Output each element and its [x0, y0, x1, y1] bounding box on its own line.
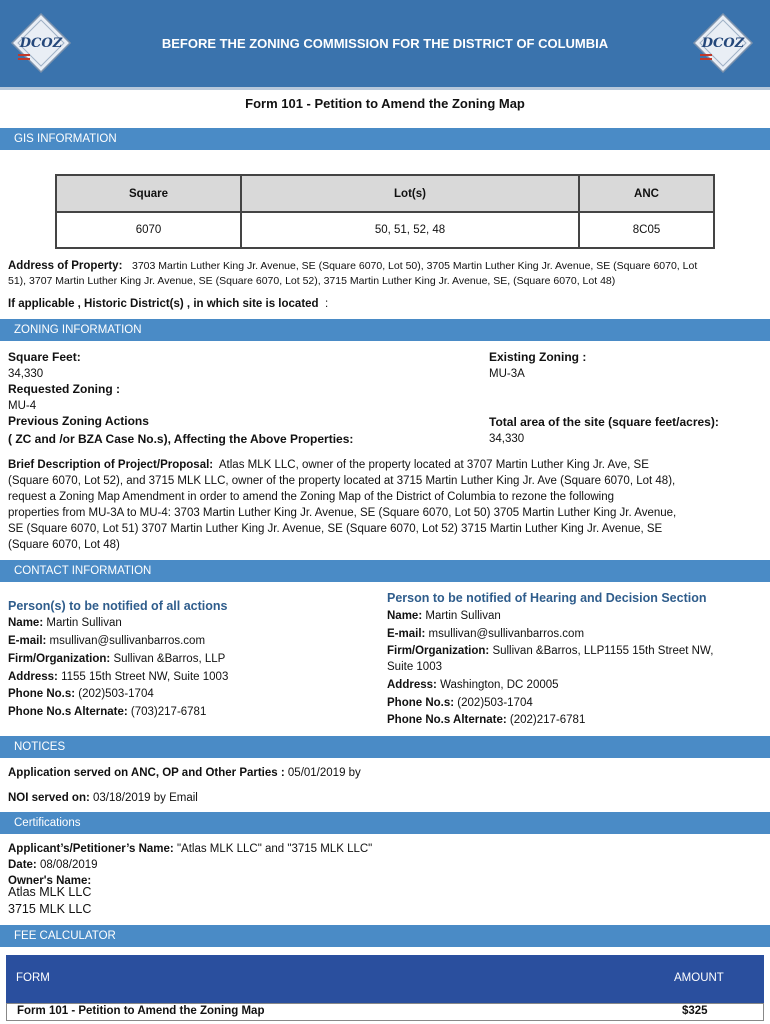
section-contact: CONTACT INFORMATION: [0, 560, 770, 582]
applicant-line: Applicant’s/Petitioner’s Name: "Atlas MLK LLC" and "3715 MLK LLC": [8, 843, 373, 855]
page-header: [0, 0, 770, 90]
existing-zoning-label: Existing Zoning :: [489, 350, 587, 364]
section-zoning: ZONING INFORMATION: [0, 319, 770, 341]
address-label: Address of Property: [8, 260, 119, 272]
description-line-3: request a Zoning Map Amendment in order to amend the Zoning Map of the District of Columbia to rezone the following: [8, 491, 614, 503]
gis-table: [55, 174, 715, 249]
existing-zoning-value: MU-3A: [489, 368, 525, 380]
description-label: Brief Description of Project/Proposal:: [8, 459, 214, 471]
left-name: Name: Martin Sullivan: [8, 617, 122, 629]
left-firm: Firm/Organization: Sullivan &Barros, LLP: [8, 653, 226, 665]
right-firm: Firm/Organization: Sullivan &Barros, LLP1155 15th Street NW,: [387, 645, 714, 657]
total-area-label: Total area of the site (square feet/acres):: [489, 415, 719, 429]
left-address: Address: 1155 15th Street NW, Suite 1003: [8, 671, 229, 683]
owner-name-2: 3715 MLK LLC: [8, 902, 92, 916]
right-phone-alt: Phone No.s Alternate: (202)217-6781: [387, 714, 586, 726]
description-line-4: properties from MU-3A to MU-4: 3703 Martin Luther King Jr. Avenue, SE (Square 6070, Lot 50) 3705 Martin Luther King Jr. Avenue,: [8, 507, 677, 519]
right-phone: Phone No.s: (202)503-1704: [387, 697, 533, 709]
fee-row-amount: $325: [682, 1005, 708, 1017]
gis-header-lots: Lot(s): [241, 175, 579, 212]
owner-label: Owner's Name:: [8, 875, 92, 887]
square-feet-value: 34,330: [8, 368, 44, 380]
fee-row-form: Form 101 - Petition to Amend the Zoning Map: [17, 1005, 265, 1017]
date-line: Date: 08/08/2019: [8, 859, 98, 871]
left-phone: Phone No.s: (202)503-1704: [8, 688, 154, 700]
square-feet-label: Square Feet:: [8, 350, 81, 364]
fee-row: [6, 1003, 764, 1021]
section-certifications: Certifications: [0, 812, 770, 834]
right-name: Name: Martin Sullivan: [387, 610, 501, 622]
address-value-2: 51), 3707 Martin Luther King Jr. Avenue, SE (Square 6070, Lot 52), 3715 Martin Luther King Jr. Avenue, SE, (Square 6070, Lot 48): [8, 275, 616, 287]
requested-zoning-label: Requested Zoning :: [8, 382, 120, 396]
fee-col-amount: AMOUNT: [674, 972, 724, 984]
form-title: Form 101 - Petition to Amend the Zoning Map: [245, 96, 525, 111]
section-notices: NOTICES: [0, 736, 770, 758]
svg-text:DCOZ: DCOZ: [19, 36, 63, 51]
description-line-6: (Square 6070, Lot 48): [8, 539, 120, 551]
previous-zoning-label-2: ( ZC and /or BZA Case No.s), Affecting the Above Properties:: [8, 432, 354, 446]
gis-lots-value: 50, 51, 52, 48: [241, 212, 579, 248]
section-fee: FEE CALCULATOR: [0, 925, 770, 947]
served-line: Application served on ANC, OP and Other Parties : 05/01/2019 by: [8, 767, 361, 779]
historic-label: If applicable , Historic District(s) , in which site is located: [8, 298, 319, 310]
notify-all-heading: Person(s) to be notified of all actions: [8, 599, 228, 613]
gis-header-anc: ANC: [579, 175, 714, 212]
requested-zoning-value: MU-4: [8, 400, 37, 412]
section-gis: GIS INFORMATION: [0, 128, 770, 150]
right-address: Address: Washington, DC 20005: [387, 679, 559, 691]
dcoz-logo: [10, 12, 72, 74]
owner-name-1: Atlas MLK LLC: [8, 885, 92, 899]
notify-hearing-heading: Person to be notified of Hearing and Decision Section: [387, 591, 707, 605]
dcoz-logo: [692, 12, 754, 74]
description-line-2: (Square 6070, Lot 52), and 3715 MLK LLC, owner of the property located at 3715 Martin Luther King Jr. Ave (Square 6070, Lot 48),: [8, 475, 676, 487]
right-email: E-mail: msullivan@sullivanbarros.com: [387, 628, 585, 640]
left-email: E-mail: msullivan@sullivanbarros.com: [8, 635, 206, 647]
description-line-1: [8, 457, 768, 473]
description-text-1: Atlas MLK LLC, owner of the property located at 3707 Martin Luther King Jr. Ave, SE: [218, 459, 649, 471]
total-area-value: 34,330: [489, 433, 525, 445]
svg-text:DCOZ: DCOZ: [701, 36, 745, 51]
description-line-5: SE (Square 6070, Lot 51) 3707 Martin Luther King Jr. Avenue, SE (Square 6070, Lot 52) 3715 Martin Luther King Jr. Avenue, SE: [8, 523, 663, 535]
noi-line: NOI served on: 03/18/2019 by Email: [8, 792, 198, 804]
header-title: BEFORE THE ZONING COMMISSION FOR THE DISTRICT OF COLUMBIA: [161, 36, 609, 51]
gis-anc-value: 8C05: [579, 212, 714, 248]
fee-col-form: FORM: [16, 972, 50, 984]
historic-block: If applicable , Historic District(s) , in which site is located :: [8, 298, 329, 310]
left-phone-alt: Phone No.s Alternate: (703)217-6781: [8, 706, 207, 718]
gis-square-value: 6070: [56, 212, 241, 248]
previous-zoning-label-1: Previous Zoning Actions: [8, 414, 149, 428]
address-value-1: 3703 Martin Luther King Jr. Avenue, SE (Square 6070, Lot 50), 3705 Martin Luther King Jr. Avenue, SE (Square 6070, Lot: [132, 260, 698, 272]
address-block: Address of Property: 3703 Martin Luther King Jr. Avenue, SE (Square 6070, Lot 50), 3705 Martin Luther King Jr. Avenue, SE (Square 6070, Lot: [8, 260, 698, 272]
right-firm-2: Suite 1003: [387, 661, 442, 673]
fee-table: [6, 955, 764, 1021]
gis-header-square: Square: [56, 175, 241, 212]
fee-table-header: [6, 955, 764, 1003]
